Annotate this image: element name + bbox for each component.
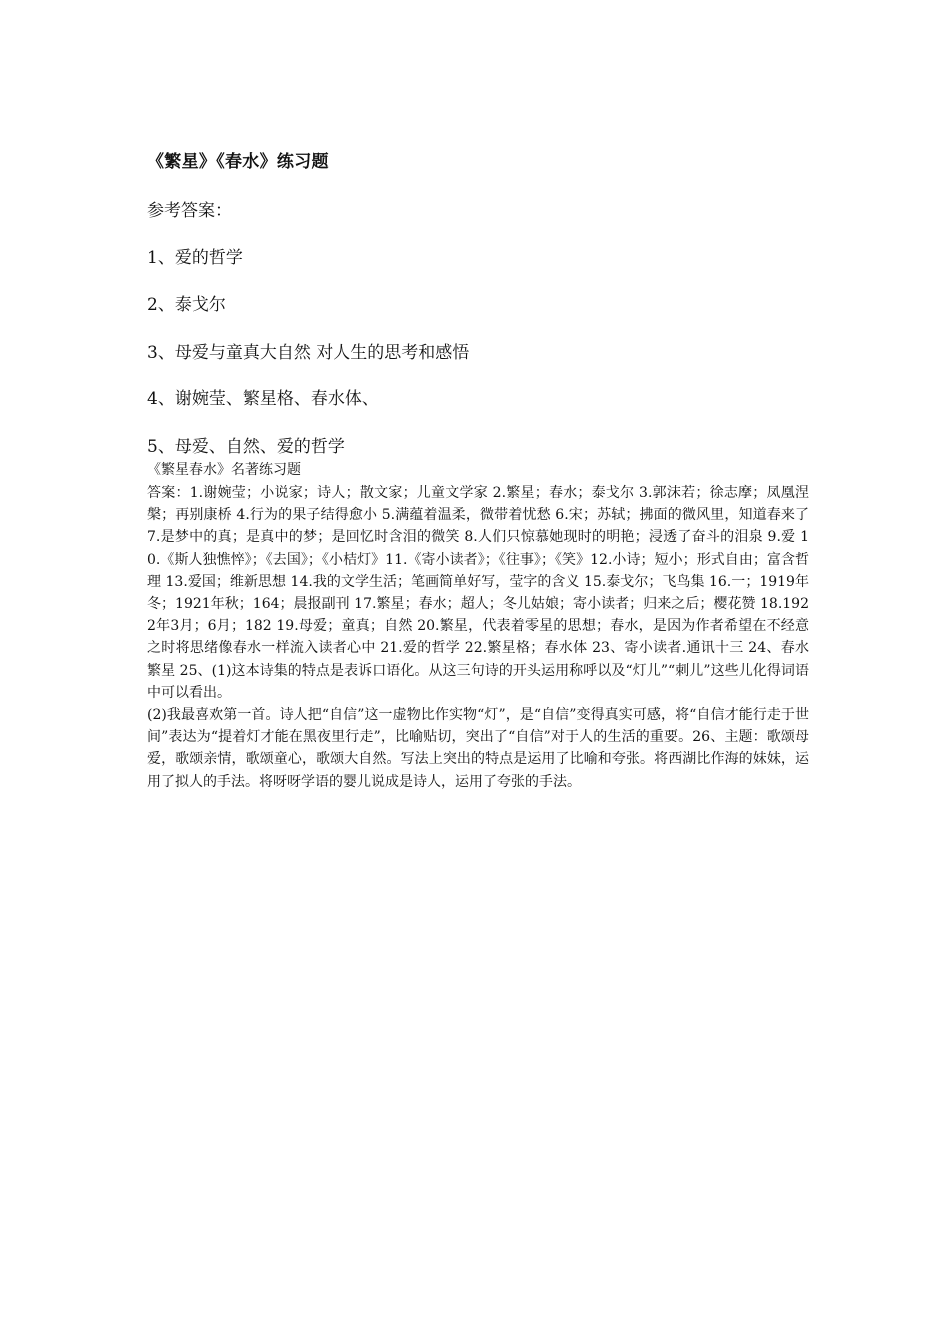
answer-item-4: 4、谢婉莹、繁星格、春水体、 xyxy=(147,389,379,409)
answer-paragraph-2: (2)我最喜欢第一首。诗人把“自信”这一虚物比作实物“灯”，是“自信”变得真实可感，将“自信才能行走于世间”表达为“提着灯才能在黑夜里行走”，比喻贴切，突出了“自信”对于人的生活的重要。26、主题：歌颂母爱，歌颂亲情，歌颂童心，歌颂大自然。写法上突出的特点是运用了比喻和夸张。将西湖比作海的妹妹，运用了拟人的手法。将呀呀学语的婴儿说成是诗人，运用了夸张的手法。 xyxy=(147,707,809,790)
answer-body xyxy=(147,482,809,793)
answer-item-5: 5、母爱、自然、爱的哲学 xyxy=(147,437,345,457)
section-title: 《繁星春水》名著练习题 xyxy=(147,462,301,478)
answer-paragraph-1: 答案：1.谢婉莹；小说家；诗人；散文家；儿童文学家 2.繁星；春水；泰戈尔 3.郭沫若；徐志摩；凤凰涅槃；再别康桥 4.行为的果子结得愈小 5.满蕴着温柔，微带着忧愁 6.宋；苏轼；拂面的微风里，知道春来了 7.是梦中的真；是真中的梦；是回忆时含泪的微笑 8.人们只惊慕她现时的明艳；浸透了奋斗的泪泉 9.爱 10.《斯人独憔悴》；《去国》；《小桔灯》11.《寄小读者》；《往事》；《笑》12.小诗；短小；形式自由；富含哲理 13.爱国；维新思想 14.我的文学生活；笔画简单好写，莹字的含义 15.泰戈尔；飞鸟集 16.一；1919年冬；1921年秋；164；晨报副刊 17.繁星；春水；超人；冬儿姑娘；寄小读者；归来之后；樱花赞 18.1922年3月；6月；182 19.母爱；童真；自然 20.繁星，代表着零星的思想；春水，是因为作者希望在不经意之时将思绪像春水一样流入读者心中 21.爱的哲学 22.繁星格；春水体 23、寄小读者.通讯十三 24、春水繁星 25、(1)这本诗集的特点是表诉口语化。从这三句诗的开头运用称呼以及“灯儿”“刺儿”这些儿化得词语中可以看出。 xyxy=(147,485,809,701)
document-title: 《繁星》《春水》练习题 xyxy=(147,152,329,172)
answer-heading: 参考答案： xyxy=(147,201,232,221)
answer-item-3: 3、母爱与童真大自然 对人生的思考和感悟 xyxy=(147,343,470,363)
answer-item-2: 2、泰戈尔 xyxy=(147,295,226,315)
answer-item-1: 1、爱的哲学 xyxy=(147,248,243,268)
